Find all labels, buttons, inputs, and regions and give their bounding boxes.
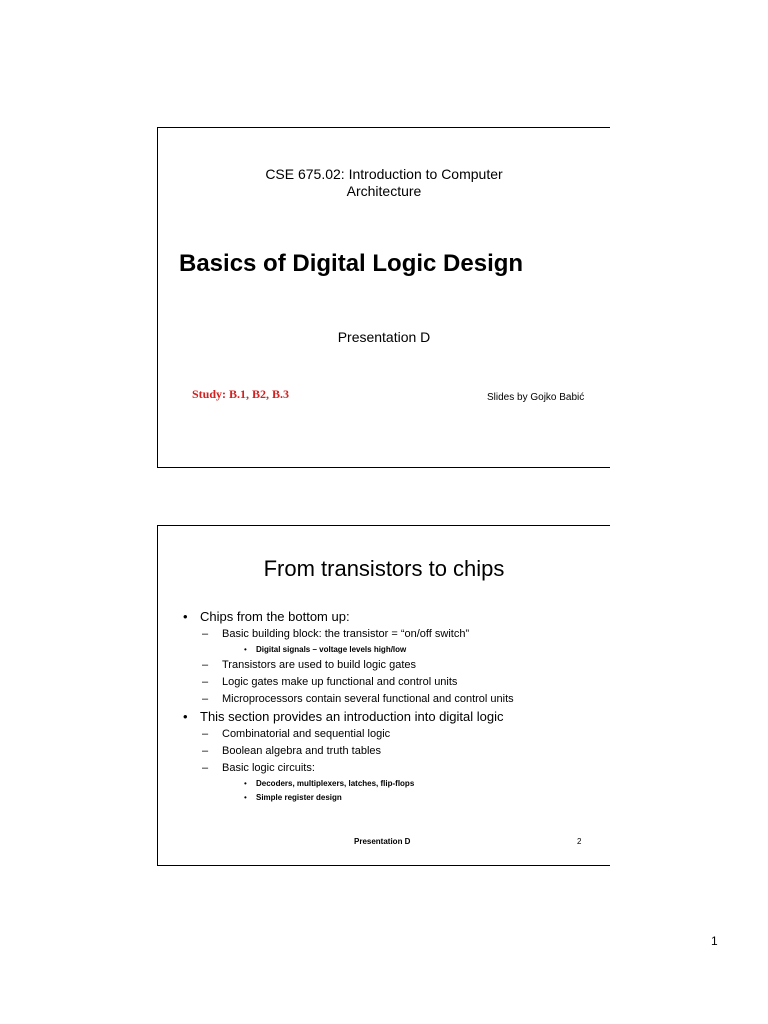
dot-marker: •: [244, 645, 247, 654]
slide-footer: Presentation D: [354, 837, 411, 846]
bullet-item: [178, 608, 608, 626]
sub-sub-bullet-text: Simple register design: [256, 793, 342, 802]
sub-bullet-item: [178, 743, 608, 760]
dash-marker: –: [202, 693, 209, 705]
bullet-item: [178, 708, 608, 726]
slide-title: Basics of Digital Logic Design: [179, 250, 524, 277]
sub-sub-bullet-text: Decoders, multiplexers, latches, flip-flops: [256, 779, 415, 788]
bullet-text: Chips from the bottom up:: [200, 609, 350, 624]
sub-bullet-text: Basic building block: the transistor = “on/off switch”: [222, 628, 470, 640]
course-title-line2: Architecture: [346, 183, 422, 199]
dash-marker: –: [202, 628, 209, 640]
sub-sub-bullet-text: Digital signals – voltage levels high/low: [256, 645, 407, 654]
sub-sub-bullet-item: [178, 777, 608, 791]
sub-bullet-text: Boolean algebra and truth tables: [222, 745, 382, 757]
dash-marker: –: [202, 676, 209, 688]
sub-bullet-text: Basic logic circuits:: [222, 762, 315, 774]
slide-1: [157, 127, 610, 468]
sub-bullet-item: [178, 691, 608, 708]
sub-bullet-text: Logic gates make up functional and control units: [222, 676, 458, 688]
slide-credit: Slides by Gojko Babić: [487, 392, 585, 403]
sub-bullet-item: [178, 657, 608, 674]
bullet-marker: •: [183, 709, 188, 724]
dot-marker: •: [244, 779, 247, 788]
bullet-marker: •: [183, 609, 188, 624]
sub-bullet-item: [178, 760, 608, 777]
page-number: 1: [711, 934, 718, 948]
course-title: [158, 166, 610, 200]
sub-sub-bullet-item: [178, 791, 608, 805]
bullet-list: [178, 608, 608, 805]
sub-bullet-text: Combinatorial and sequential logic: [222, 728, 391, 740]
dash-marker: –: [202, 762, 209, 774]
bullet-text: This section provides an introduction into digital logic: [200, 709, 504, 724]
course-title-line1: CSE 675.02: Introduction to Computer: [265, 166, 503, 182]
sub-bullet-text: Microprocessors contain several functional and control units: [222, 693, 514, 705]
dash-marker: –: [202, 659, 209, 671]
study-note: Study: B.1, B2, B.3: [192, 387, 290, 401]
sub-bullet-item: [178, 726, 608, 743]
sub-bullet-item: [178, 626, 608, 643]
dash-marker: –: [202, 728, 209, 740]
slide-number: 2: [577, 837, 582, 846]
sub-bullet-item: [178, 674, 608, 691]
sub-bullet-text: Transistors are used to build logic gates: [222, 659, 417, 671]
dash-marker: –: [202, 745, 209, 757]
dot-marker: •: [244, 793, 247, 802]
sub-sub-bullet-item: [178, 643, 608, 657]
slide-title: From transistors to chips: [263, 556, 505, 581]
slide-subtitle: Presentation D: [337, 329, 431, 345]
slide-2: [157, 525, 610, 866]
